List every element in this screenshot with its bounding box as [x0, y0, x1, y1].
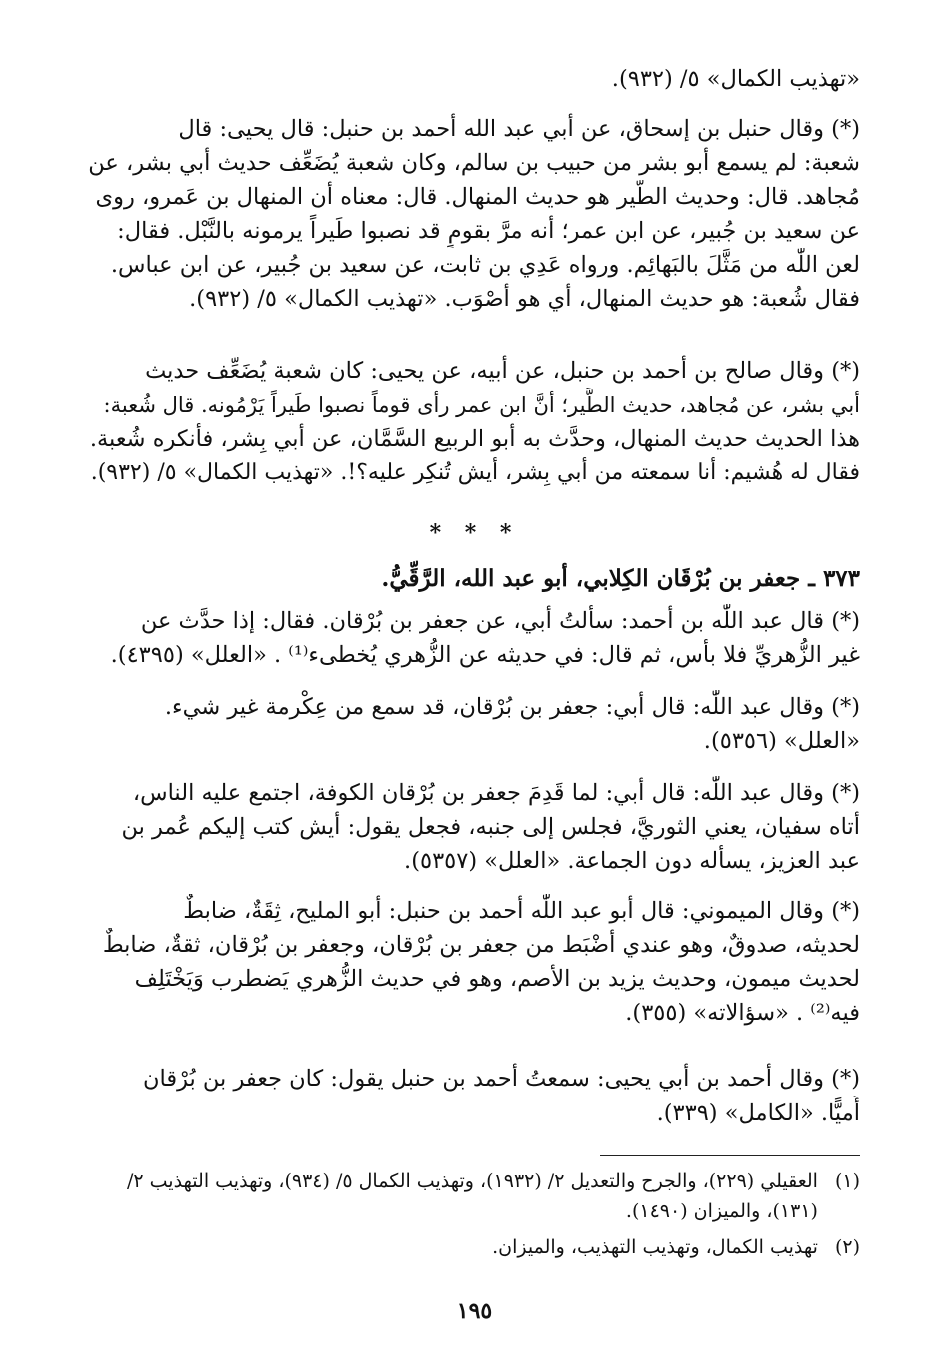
text-line: (*) قال عبد اللّٰه بن أحمد: سألتُ أبي، عن جعفر بن بُرْقان. فقال: إذا حدَّث عن	[140, 608, 860, 634]
entry-paragraph-3	[88, 776, 860, 878]
footnote-text: (١٣١)، والميزان (١٤٩٠).	[625, 1200, 818, 1222]
entry-paragraph-4	[88, 894, 860, 1030]
footnote-text: تهذيب الكمال، وتهذيب التهذيب، والميزان.	[492, 1236, 818, 1258]
text-line: (*) وقال عبد اللّٰه: قال أبي: لما قَدِمَ جعفر بن بُرْقان الكوفة، اجتمع عليه الناس،	[132, 780, 860, 806]
text-line: أُميًّا. «الكامل» (٣٣٩).	[656, 1100, 860, 1126]
text-line: لعن اللّٰه من مَثَّلَ بالبَهائِم. ورواه عَدِي بن ثابت، عن سعيد بن جُبير، عن ابن عباس.	[110, 252, 860, 278]
top-line	[88, 62, 860, 96]
text-line: لحديثه، صدوقٌ، وهو عندي أضْبَط من جعفر بن بُرْقان، وجعفر بن بُرْقان، ثقةٌ، ضابطٌ	[102, 932, 860, 958]
footnote-line	[88, 1196, 860, 1226]
footnote-line	[88, 1232, 860, 1262]
text-line: شعبة: لم يسمع أبو بشر من حبيب بن سالم، وكان شعبة يُضَعِّف حديث أبي بشر، عن	[88, 150, 860, 176]
text-line: عن سعيد بن جُبير، عن ابن عمر؛ أنه مرَّ بقومٍ قد نصبوا طَيراً يرمونه بالنَّبْل. فقال:	[117, 218, 860, 244]
footnote-number: (١)	[834, 1170, 860, 1192]
footnote-divider	[600, 1155, 860, 1156]
footnote-line	[88, 1166, 860, 1196]
section-separator: * * *	[429, 520, 520, 546]
text-line: فقال شُعبة: هو حديث المنهال، أي هو أصْوَب. «تهذيب الكمال» ٥/ (٩٣٢).	[189, 286, 860, 312]
text-line: (*) وقال حنبل بن إسحاق، عن أبي عبد الله أحمد بن حنبل: قال يحيى: قال	[178, 116, 860, 142]
text-line: فيه⁽²⁾ . «سؤالاته» (٣٥٥).	[625, 1000, 860, 1026]
text-line: (*) وقال صالح بن أحمد بن حنبل، عن أبيه، عن يحيى: كان شعبة يُضَعِّف حديث	[145, 358, 860, 384]
text-line: هذا الحديث حديث المنهال، وحدَّث به أبو الربيع السَّمَّان، عن أبي بِشر، فأنكره شُعبة.	[89, 426, 860, 452]
paragraph-hanbal	[88, 112, 860, 316]
text-line: عبد العزيز، يسأله دون الجماعة. «العلل» (٥٣٥٧).	[404, 848, 860, 874]
footnote-number: (٢)	[834, 1236, 860, 1258]
text-line: مُجاهد. قال: وحديث الطَّير هو حديث المنهال. قال: معناه أن المنهال بن عَمرو، روى	[95, 184, 860, 210]
text-line: (*) وقال عبد اللّٰه: قال أبي: جعفر بن بُرْقان، قد سمع من عِكْرمة غير شيء.	[164, 694, 860, 720]
entry-paragraph-1	[88, 604, 860, 672]
text-line: (*) وقال أحمد بن أبي يحيى: سمعتُ أحمد بن حنبل يقول: كان جعفر بن بُرْقان	[142, 1066, 860, 1092]
footnote-text: العقيلي (٢٢٩)، والجرح والتعديل ٢/ (١٩٣٢)، وتهذيب الكمال ٥/ (٩٣٤)، وتهذيب التهذيب ٢/	[126, 1170, 818, 1192]
entry-paragraph-5	[88, 1062, 860, 1130]
footnote-2	[88, 1232, 860, 1262]
entry-heading: ٣٧٣ ـ جعفر بن بُرْقَان الكِلابي، أبو عبد الله، الرَّقِّيُّ.	[381, 565, 860, 592]
text-line: فقال له هُشيم: أنا سمعته من أبي بِشر، أيش تُنكِر عليه؟!. «تهذيب الكمال» ٥/ (٩٣٢).	[90, 460, 860, 485]
paragraph-salih	[88, 354, 860, 490]
text-line: «تهذيب الكمال» ٥/ (٩٣٢).	[611, 66, 860, 92]
text-line: أبي بشر، عن مُجاهد، حديث الطَّير؛ أنَّ ابن عمر رأى قوماً نصبوا طَيراً يَرْمُونه. قال شُعبة:	[103, 393, 860, 417]
text-line: (*) وقال الميموني: قال أبو عبد اللّٰه أحمد بن حنبل: أبو المليح، ثِقَةٌ، ضابطٌ	[183, 898, 860, 924]
text-line: لحديث ميمون، وحديث يزيد بن الأصم، وهو في حديث الزُّهري يَضطرب وَيَخْتَلِف	[134, 966, 860, 992]
footnote-1	[88, 1166, 860, 1226]
text-line: غير الزُّهريِّ فلا بأس، ثم قال: في حديثه عن الزُّهري يُخطىء⁽¹⁾ . «العلل» (٤٣٩٥).	[110, 642, 860, 668]
text-line: «العلل» (٥٣٥٦).	[703, 728, 860, 754]
page-number: ١٩٥	[456, 1298, 493, 1324]
entry-paragraph-2	[88, 690, 860, 758]
text-line: أتاه سفيان، يعني الثوريَّ، فجلس إلى جنبه، فجعل يقول: أيش كتب إليكم عُمر بن	[121, 814, 860, 840]
